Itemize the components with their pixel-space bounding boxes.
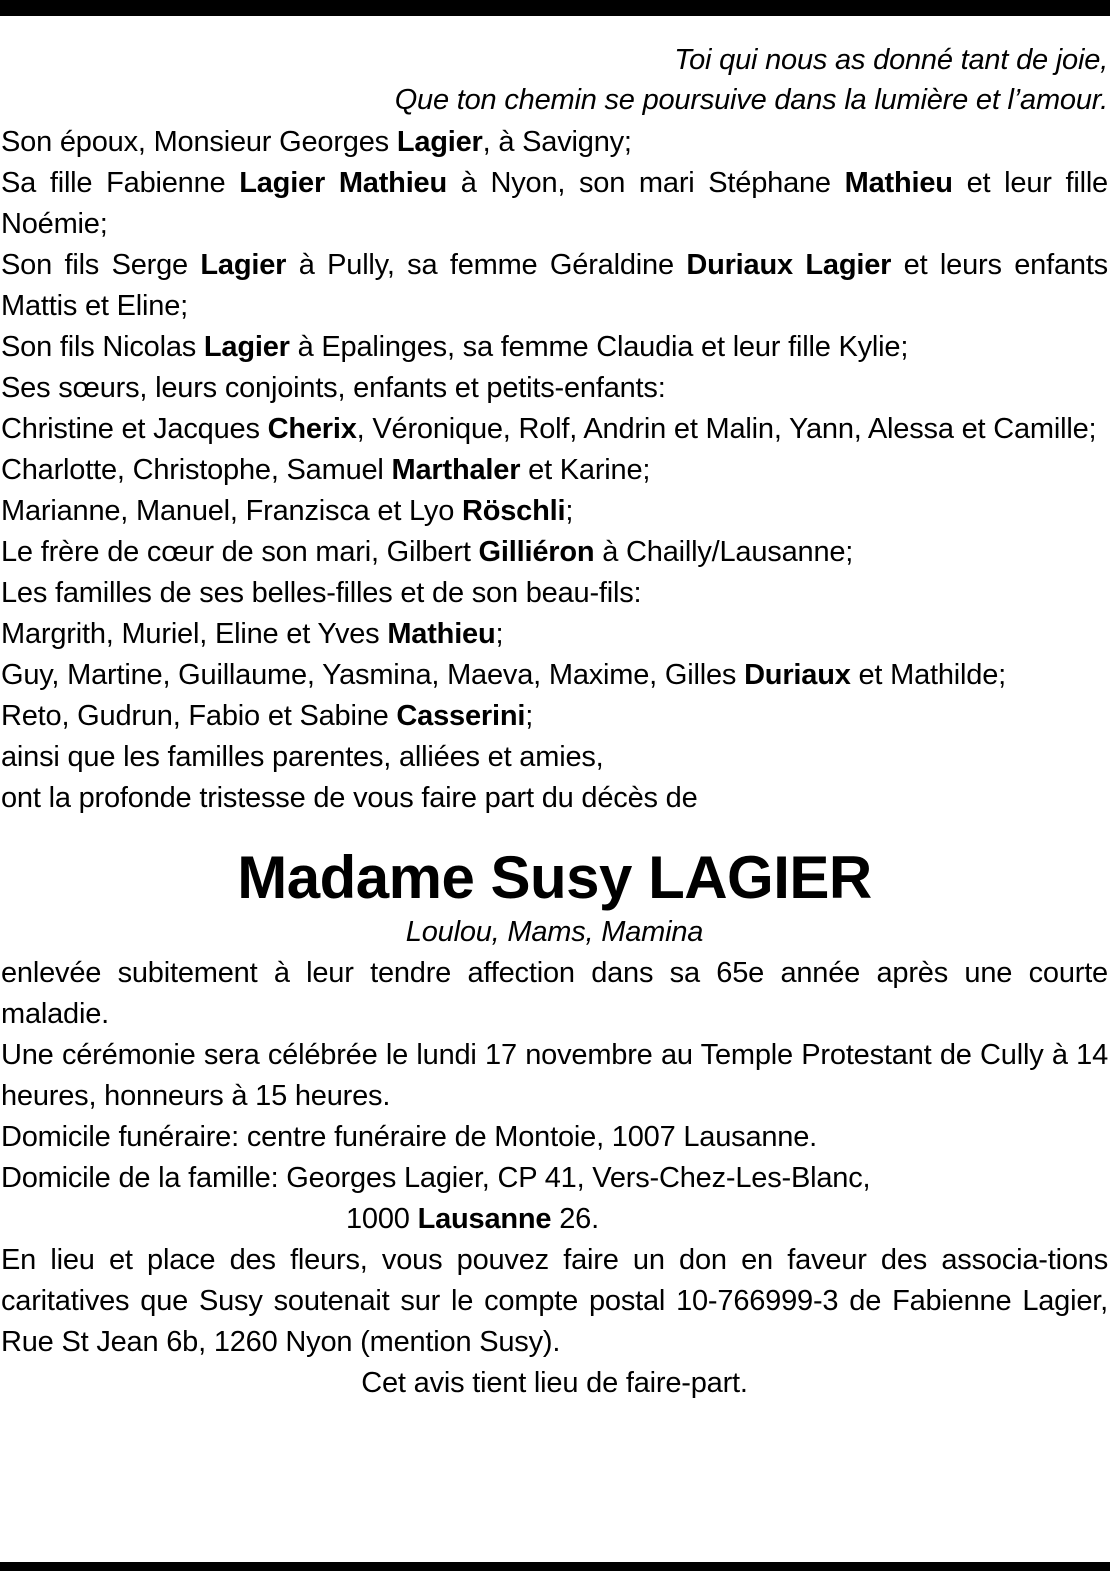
family-text: Charlotte, Christophe, Samuel: [1, 454, 392, 486]
family-text: Guy, Martine, Guillaume, Yasmina, Maeva, Maxime, Gilles: [1, 659, 745, 691]
family-text: Reto, Gudrun, Fabio et Sabine: [1, 700, 397, 732]
family-home-line-2: [1, 1199, 1108, 1240]
family-surname: Marthaler: [391, 454, 521, 486]
family-text: ont la profonde tristesse de vous faire part du décès de: [1, 782, 698, 814]
family-line: [1, 122, 1108, 163]
family-text: Le frère de cœur de son mari, Gilbert: [1, 536, 479, 568]
family-text: Son époux, Monsieur Georges: [1, 126, 397, 158]
family-line: [1, 696, 1108, 737]
family-text: Sa fille Fabienne: [1, 167, 240, 199]
family-text: à Nyon, son mari Stéphane: [447, 167, 845, 199]
family-surname: Duriaux: [744, 659, 851, 691]
donation-text: En lieu et place des fleurs, vous pouvez faire un don en faveur des associa-tions caritatives que Susy soutenait sur le compte postal 10-766999-3 de Fabienne Lagier, Rue St Jean 6b, 1260 Nyon (mention Susy).: [1, 1244, 1108, 1358]
family-line: [1, 368, 1108, 409]
family-line: [1, 532, 1108, 573]
family-text: et Mathilde;: [850, 659, 1007, 691]
family-home-line-1: Domicile de la famille: Georges Lagier, CP 41, Vers-Chez-Les-Blanc,: [1, 1162, 871, 1194]
family-text: à Chailly/Lausanne;: [594, 536, 854, 568]
family-surname: Röschli: [461, 495, 566, 527]
family-surname: Lagier: [396, 126, 483, 158]
family-text: Son fils Serge: [1, 249, 201, 281]
family-surname: Duriaux Lagier: [686, 249, 892, 281]
epigraph: [1, 40, 1108, 120]
deceased-name: Madame Susy LAGIER: [237, 844, 872, 911]
passing-text: enlevée subitement à leur tendre affection dans sa 65e année après une courte maladie.: [1, 957, 1108, 1030]
family-line: [1, 327, 1108, 368]
family-surname: Mathieu: [844, 167, 953, 199]
family-surname: Lagier: [200, 249, 287, 281]
epigraph-line-1: Toi qui nous as donné tant de joie,: [674, 44, 1108, 76]
family-text: , à Savigny;: [482, 126, 632, 158]
deceased-nicknames: Loulou, Mams, Mamina: [405, 916, 704, 948]
top-border-rule: [0, 0, 1110, 16]
family-line: [1, 614, 1108, 655]
family-text: ;: [525, 700, 534, 732]
family-text: , Véronique, Rolf, Andrin et Malin, Yann, Alessa et Camille;: [356, 413, 1097, 445]
family-text: à Pully, sa femme Géraldine: [286, 249, 687, 281]
family-list: [1, 122, 1108, 819]
family-text: et leur fille Noémie;: [1, 167, 1108, 240]
bottom-border-rule: [0, 1562, 1110, 1571]
ceremony-text: Une cérémonie sera célébrée le lundi 17 novembre au Temple Protestant de Cully à 14 heures, honneurs à 15 heures.: [1, 1039, 1108, 1112]
obituary-notice: [1, 40, 1108, 1404]
family-home-suffix: 26.: [551, 1203, 599, 1235]
family-text: ;: [565, 495, 574, 527]
family-surname: Cherix: [267, 413, 357, 445]
family-line: [1, 778, 1108, 819]
family-line: [1, 737, 1108, 778]
family-text: et leurs enfants Mattis et Eline;: [1, 249, 1108, 322]
closing-text: Cet avis tient lieu de faire-part.: [361, 1367, 748, 1399]
family-text: Christine et Jacques: [1, 413, 268, 445]
family-line: [1, 655, 1108, 696]
family-text: Margrith, Muriel, Eline et Yves: [1, 618, 388, 650]
family-line: [1, 163, 1108, 245]
family-surname: Casserini: [396, 700, 526, 732]
family-line: [1, 245, 1108, 327]
family-text: Marianne, Manuel, Franzisca et Lyo: [1, 495, 462, 527]
family-line: [1, 409, 1108, 450]
family-surname: Lagier: [203, 331, 290, 363]
family-text: Son fils Nicolas: [1, 331, 204, 363]
family-text: à Epalinges, sa femme Claudia et leur fille Kylie;: [289, 331, 909, 363]
family-surname: Mathieu: [387, 618, 496, 650]
funeral-home-text: Domicile funéraire: centre funéraire de Montoie, 1007 Lausanne.: [1, 1121, 818, 1153]
family-text: Les familles de ses belles-filles et de son beau-fils:: [1, 577, 642, 609]
family-text: ;: [495, 618, 504, 650]
notice-details: [1, 953, 1108, 1404]
family-home-postcode: 1000: [346, 1203, 418, 1235]
family-line: [1, 573, 1108, 614]
family-surname: Gilliéron: [478, 536, 595, 568]
family-home-city: Lausanne: [417, 1203, 552, 1235]
family-text: Ses sœurs, leurs conjoints, enfants et petits-enfants:: [1, 372, 666, 404]
family-line: [1, 491, 1108, 532]
family-text: et Karine;: [520, 454, 651, 486]
family-surname: Lagier Mathieu: [239, 167, 447, 199]
family-text: ainsi que les familles parentes, alliées et amies,: [1, 741, 604, 773]
epigraph-line-2: Que ton chemin se poursuive dans la lumière et l’amour.: [394, 84, 1108, 116]
family-line: [1, 450, 1108, 491]
